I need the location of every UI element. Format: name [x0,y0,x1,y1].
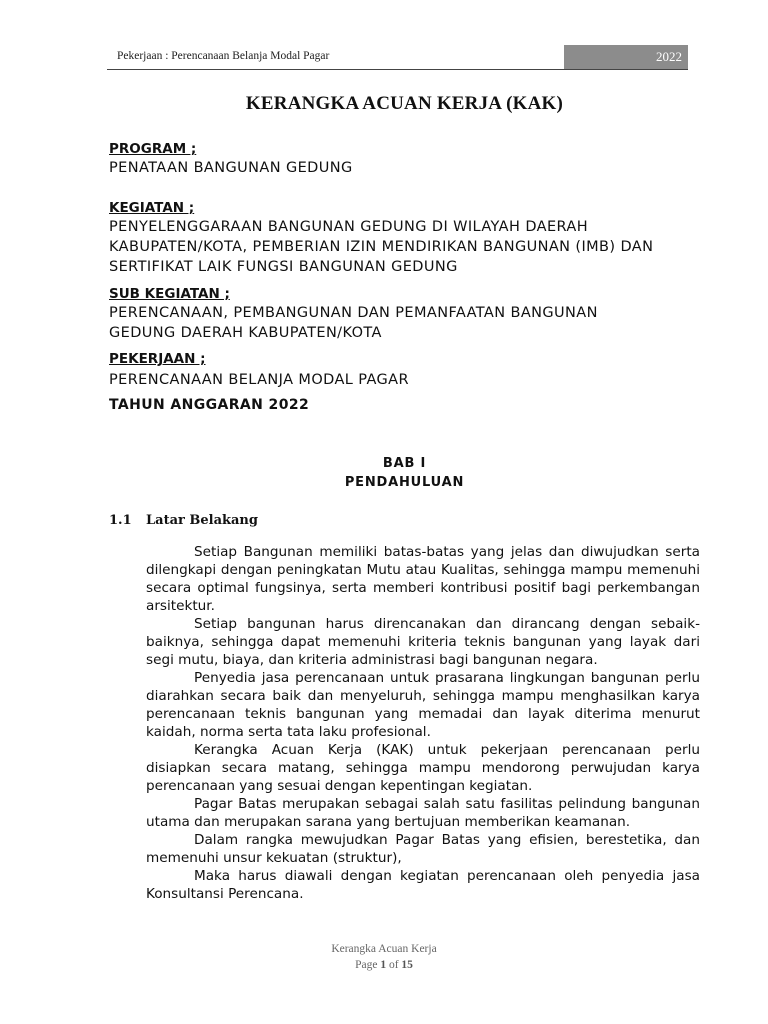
sub-kegiatan-line: PERENCANAAN, PEMBANGUNAN DAN PEMANFAATAN BANGUNAN [109,305,598,321]
sub-kegiatan-value [109,303,598,343]
footer-total-pages: 15 [401,959,413,971]
kegiatan-line: PENYELENGGARAAN BANGUNAN GEDUNG DI WILAYAH DAERAH [109,219,589,235]
budget-year: TAHUN ANGGARAN 2022 [109,397,310,413]
chapter-number: BAB I [382,456,427,471]
pekerjaan-value [109,370,409,390]
footer-page-number [0,959,768,971]
kegiatan-line: SERTIFIKAT LAIK FUNGSI BANGUNAN GEDUNG [109,259,458,275]
document-title: KERANGKA ACUAN KERJA (KAK) [245,93,564,114]
kegiatan-line: KABUPATEN/KOTA, PEMBERIAN IZIN MENDIRIKAN BANGUNAN (IMB) DAN [109,239,654,255]
pekerjaan-label: PEKERJAAN ; [109,351,206,367]
chapter-title: PENDAHULUAN [344,475,465,490]
sub-kegiatan-line: GEDUNG DAERAH KABUPATEN/KOTA [109,325,382,341]
footer-page-of: of [388,959,399,971]
header-job-title: Pekerjaan : Perencanaan Belanja Modal Pagar [117,50,330,62]
kegiatan-label: KEGIATAN ; [109,200,195,216]
header-year-box [564,45,688,69]
body-paragraph: Maka harus diawali dengan kegiatan perencanaan oleh penyedia jasa Konsultansi Perencana. [146,868,700,902]
footer-page-prefix: Page [355,959,378,971]
footer-current-page: 1 [380,959,387,971]
body-paragraph: Dalam rangka mewujudkan Pagar Batas yang efisien, berestetika, dan memenuhi unsur kekuatan (struktur), [146,832,700,866]
section-number: 1.1 [109,513,132,528]
footer-document-name: Kerangka Acuan Kerja [331,943,437,955]
body-paragraph: Setiap bangunan harus direncanakan dan dirancang dengan sebaik-baiknya, sehingga dapat memenuhi kriteria teknis bangunan yang layak dari segi mutu, biaya, dan kriteria administrasi bagi bangunan negara. [146,616,700,668]
kegiatan-value [109,217,653,277]
body-paragraph: Kerangka Acuan Kerja (KAK) untuk pekerjaan perencanaan perlu disiapkan secara matang, sehingga mampu mendorong perwujudan karya perencanaan yang sesuai dengan kepentingan kegiatan. [146,742,700,794]
pekerjaan-line: PERENCANAAN BELANJA MODAL PAGAR [109,372,409,388]
program-value [109,158,353,178]
body-paragraph: Setiap Bangunan memiliki batas-batas yang jelas dan diwujudkan serta dilengkapi dengan peningkatan Mutu atau Kualitas, sehingga mampu memenuhi secara optimal fungsinya, serta memberi kontribusi positif bagi perkembangan arsitektur. [146,544,700,614]
body-paragraph: Pagar Batas merupakan sebagai salah satu fasilitas pelindung bangunan utama dan merupakan sarana yang bertujuan memberikan keamanan. [146,796,700,830]
section-title: Latar Belakang [146,513,258,528]
page-header [107,45,688,70]
body-paragraph: Penyedia jasa perencanaan untuk prasarana lingkungan bangunan perlu diarahkan secara baik dan menyeluruh, sehingga mampu menghasilkan karya perencanaan teknis bangunan yang memadai dan layak diterima menurut kaidah, norma serta tata laku profesional. [146,670,700,740]
sub-kegiatan-label: SUB KEGIATAN ; [109,286,230,302]
header-year: 2022 [656,49,682,64]
section-heading [109,513,258,528]
section-body [146,543,700,903]
program-label: PROGRAM ; [109,141,197,157]
program-line: PENATAAN BANGUNAN GEDUNG [109,160,353,176]
